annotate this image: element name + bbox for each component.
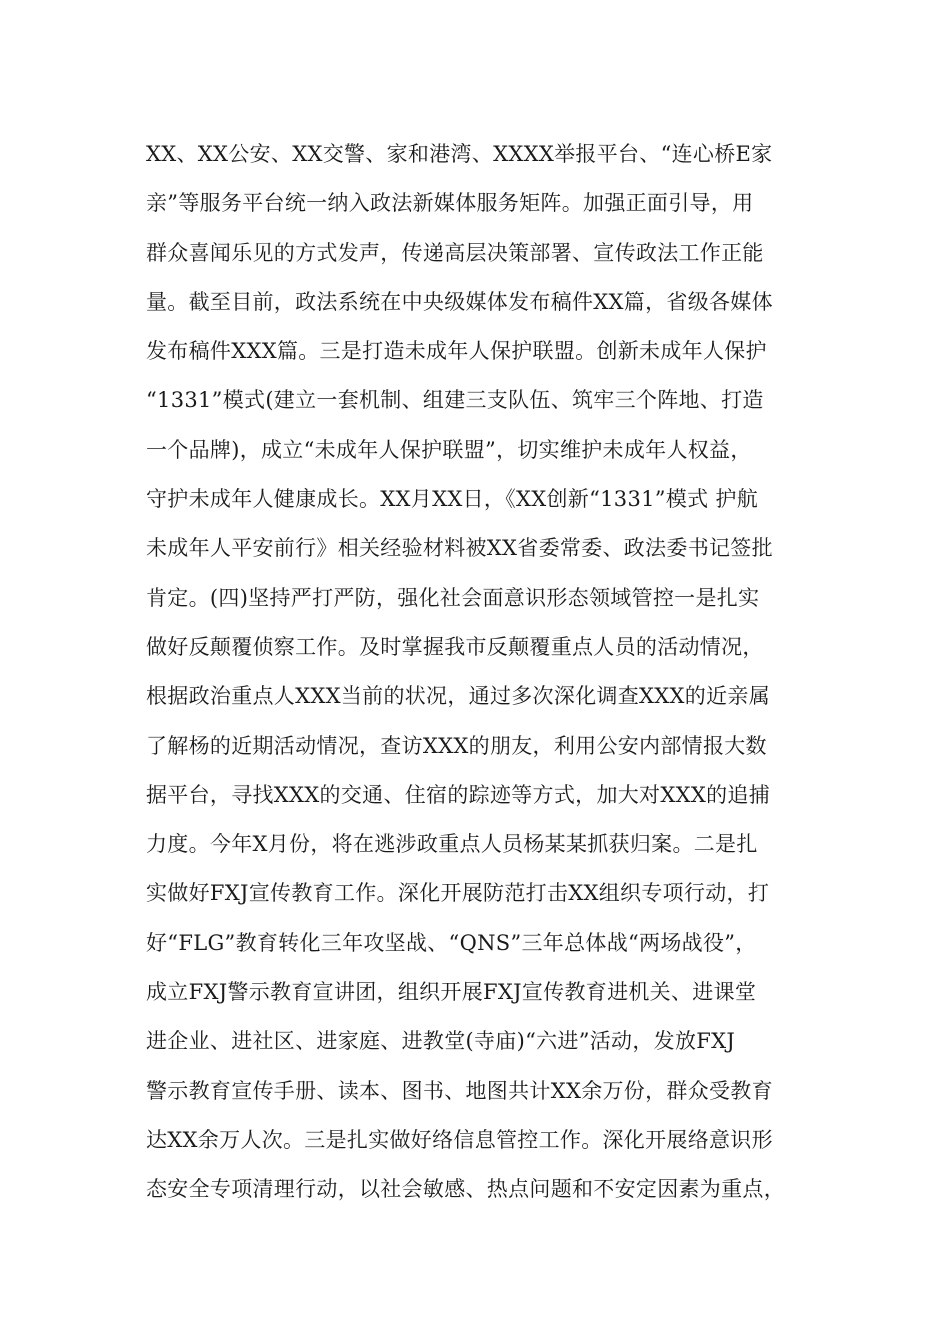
text-line: 肯定。(四)坚持严打严防，强化社会面意识形态领域管控一是扎实 xyxy=(146,585,760,610)
text-line: 守护未成年人健康成长。XX月XX日，《XX创新“1331”模式 护航 xyxy=(146,487,758,512)
text-line: 群众喜闻乐见的方式发声，传递高层决策部署、宣传政法工作正能 xyxy=(146,240,764,265)
text-line: 警示教育宣传手册、读本、图书、地图共计XX余万份，群众受教育 xyxy=(146,1078,773,1103)
text-line: 根据政治重点人XXX当前的状况，通过多次深化调查XXX的近亲属 xyxy=(146,684,770,709)
text-line: 力度。今年X月份，将在逃涉政重点人员杨某某抓获归案。二是扎 xyxy=(146,832,758,857)
text-line: 一个品牌)，成立“未成年人保护联盟”，切实维护未成年人权益， xyxy=(146,437,752,462)
text-line: 态安全专项清理行动，以社会敏感、热点问题和不安定因素为重点， xyxy=(146,1177,785,1202)
body-text xyxy=(146,130,846,1215)
text-line: 亲”等服务平台统一纳入政法新媒体服务矩阵。加强正面引导，用 xyxy=(146,191,754,216)
text-line: 据平台，寻找XXX的交通、住宿的踪迹等方式，加大对XXX的追捕 xyxy=(146,782,770,807)
text-line: 量。截至目前，政法系统在中央级媒体发布稿件XX篇，省级各媒体 xyxy=(146,289,773,314)
text-line: 进企业、进社区、进家庭、进教堂(寺庙)“六进”活动，发放FXJ xyxy=(146,1029,736,1054)
text-line: 实做好FXJ宣传教育工作。深化开展防范打击XX组织专项行动，打 xyxy=(146,881,770,906)
text-line: 达XX余万人次。三是扎实做好络信息管控工作。深化开展络意识形 xyxy=(146,1127,773,1152)
text-line: 做好反颠覆侦察工作。及时掌握我市反颠覆重点人员的活动情况， xyxy=(146,634,764,659)
text-line: 了解杨的近期活动情况，查访XXX的朋友，利用公安内部情报大数 xyxy=(146,733,767,758)
text-line: 发布稿件XXX篇。三是打造未成年人保护联盟。创新未成年人保护 xyxy=(146,339,767,364)
text-line: “1331”模式(建立一套机制、组建三支队伍、筑牢三个阵地、打造 xyxy=(146,388,764,413)
text-line: 成立FXJ警示教育宣讲团，组织开展FXJ宣传教育进机关、进课堂 xyxy=(146,980,757,1005)
text-line: 好“FLG”教育转化三年攻坚战、“QNS”三年总体战“两场战役”， xyxy=(146,930,757,955)
text-line: 未成年人平安前行》相关经验材料被XX省委常委、政法委书记签批 xyxy=(146,536,773,561)
text-line: XX、XX公安、XX交警、家和港湾、XXXX举报平台、“连心桥E家 xyxy=(146,142,773,166)
